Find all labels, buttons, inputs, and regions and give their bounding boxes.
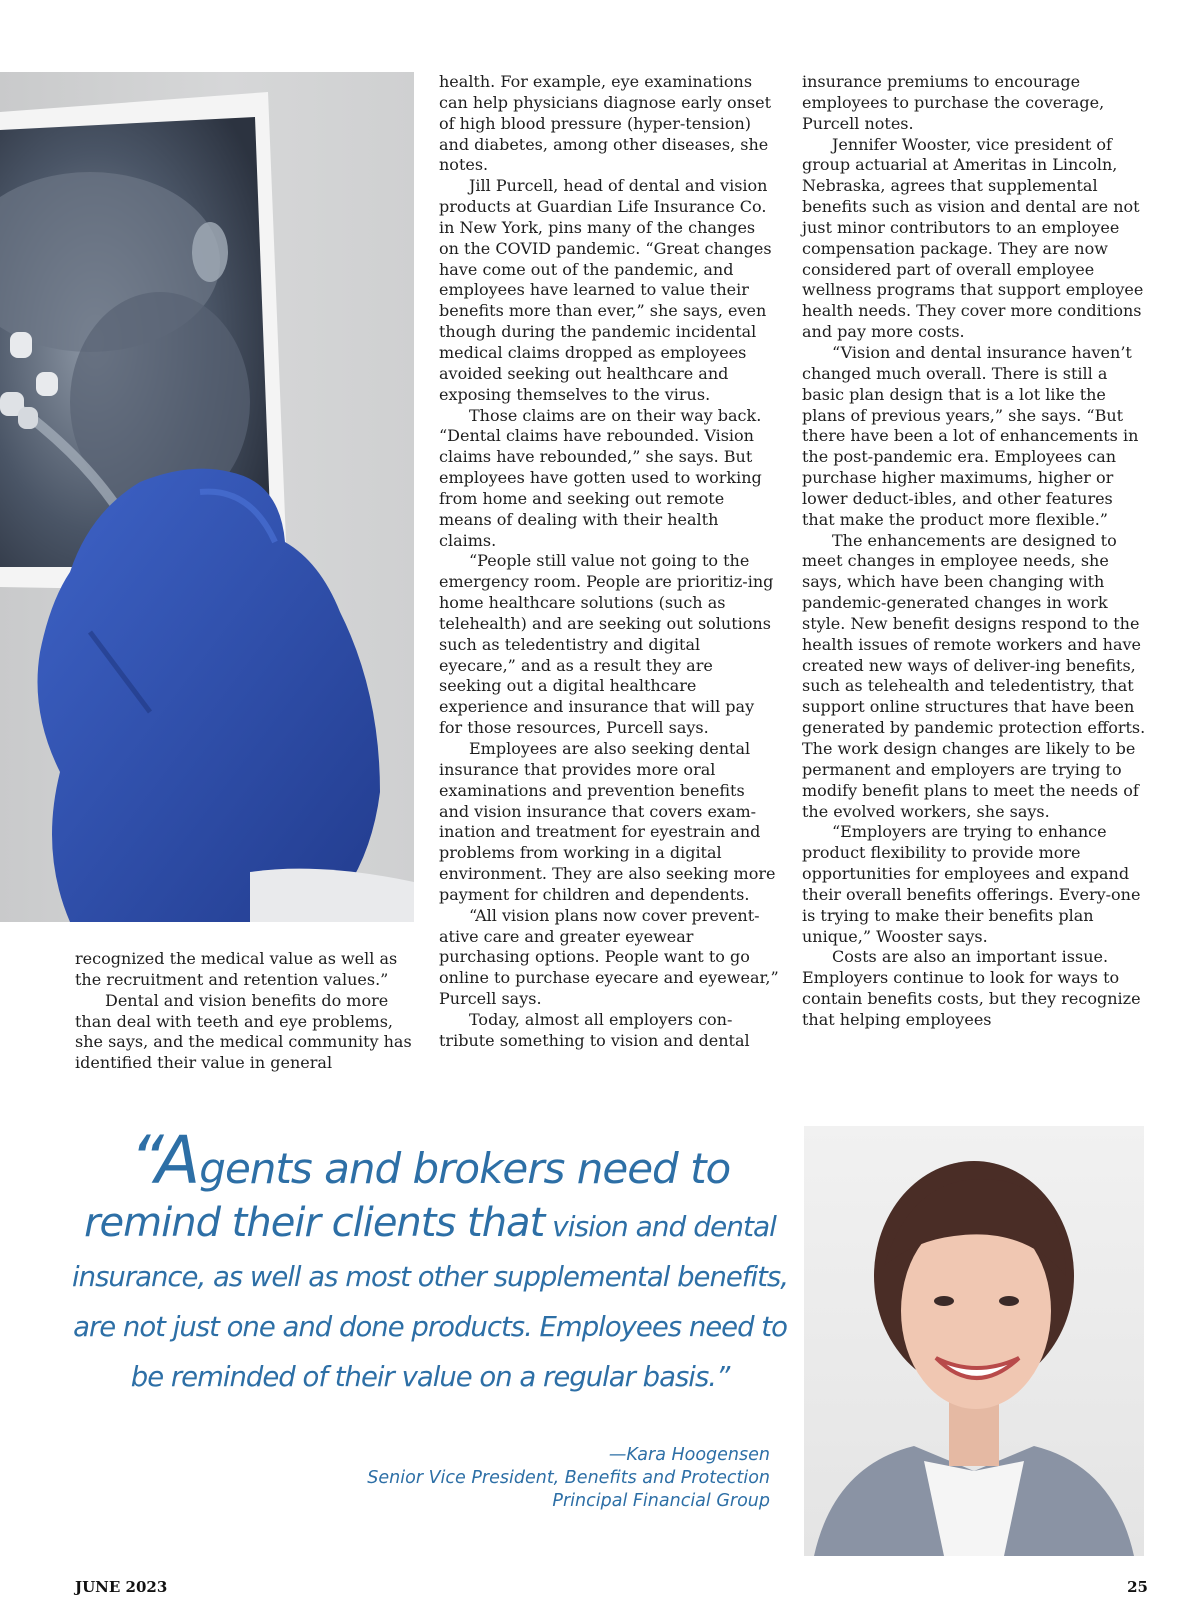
paragraph: Jill Purcell, head of dental and vision products at Guardian Life Insurance Co. in New York, pins many of the changes on the COVID pandemic. “Great changes have come out of the pandemic, and employees have learned to value their benefits more than ever,” she says, even though during the pandemic incidental medical claims dropped as employees avoided seeking out healthcare and exposing themselves to the virus. — [439, 176, 772, 404]
paragraph: The enhancements are designed to meet changes in employee needs, she says, which have been changing with pandemic-generated changes in work style. New benefit designs respond to the health issues of remote workers and have created new ways of deliver-ing benefits, such as telehealth and teledentistry, that support online structures that have been generated by pandemic protection efforts. The work design changes are likely to be permanent and employers are trying to modify benefit plans to meet the needs of the evolved workers, she says. — [802, 530, 1146, 821]
portrait-photo — [804, 1126, 1144, 1556]
paragraph: Jennifer Wooster, vice president of group actuarial at Ameritas in Lincoln, Nebraska, agrees that supplemental benefits such as vision and dental are not just minor contributors to an employee compensation package. They are now considered part of overall employee wellness programs that support employee health needs. They cover more conditions and pay more costs. — [802, 134, 1144, 342]
paragraph: health. For example, eye examinations can help physicians diagnose early onset of high blood pressure (hyper-tension) and diabetes, among other diseases, she notes. — [439, 72, 772, 175]
article-column-3 — [802, 72, 1146, 1031]
issue-date: JUNE 2023 — [75, 1578, 168, 1596]
paragraph: Those claims are on their way back. “Dental claims have rebounded. Vision claims have rebounded,” she says. But employees have gotten used to working from home and seeking out remote means of dealing with their health claims. — [439, 405, 762, 550]
quote-line: are not just one and done products. Employees need to — [73, 1311, 787, 1343]
attribution-name: —Kara Hoogensen — [608, 1445, 770, 1465]
paragraph: recognized the medical value as well as the recruitment and retention values.” — [75, 949, 398, 989]
paragraph: “All vision plans now cover prevent-ative care and greater eyewear purchasing options. People want to go online to purchase eyecare and eyewear,” Purcell says. — [439, 905, 779, 1009]
article-column-2 — [439, 72, 779, 1052]
paragraph: Employees are also seeking dental insurance that provides more oral examinations and prevention benefits and vision insurance that covers exam-ination and treatment for eyestrain and problems from working in a digital environment. They are also seeking more payment for children and dependents. — [439, 739, 776, 904]
xray-illustration — [0, 72, 414, 922]
portrait-illustration — [804, 1126, 1144, 1556]
page-number: 25 — [1127, 1578, 1148, 1596]
pull-quote — [70, 1122, 790, 1402]
paragraph: Dental and vision benefits do more than deal with teeth and eye problems, she says, and the medical community has identified their value in general — [75, 990, 412, 1073]
quote-attribution — [367, 1444, 770, 1513]
paragraph: insurance premiums to encourage employees to purchase the coverage, Purcell notes. — [802, 72, 1105, 133]
attribution-company: Principal Financial Group — [552, 1491, 770, 1511]
dental-xray-photo — [0, 72, 414, 922]
paragraph: “People still value not going to the emergency room. People are prioritiz-ing home healthcare solutions (such as telehealth) and are seeking out solutions such as teledentistry and digital eyecare,” and as a result they are seeking out a digital healthcare experience and insurance that will pay for those resources, Purcell says. — [439, 551, 774, 738]
paragraph: “Vision and dental insurance haven’t changed much overall. There is still a basic plan design that is a lot like the plans of previous years,” she says. “But there have been a lot of enhancements in the post-pandemic era. Employees can purchase higher maximums, higher or lower deduct-ibles, and other features that make the product more flexible.” — [802, 342, 1139, 529]
quote-line: vision and dental — [544, 1210, 776, 1243]
quote-open: “A — [129, 1122, 200, 1199]
paragraph: Costs are also an important issue. Employers continue to look for ways to contain benefits costs, but they recognize that helping employees — [802, 947, 1141, 1029]
quote-line: insurance, as well as most other supplemental benefits, — [72, 1261, 788, 1293]
quote-line: be reminded of their value on a regular basis.” — [130, 1361, 730, 1393]
quote-line: remind their clients that — [84, 1200, 545, 1246]
quote-line: gents and brokers need to — [199, 1144, 731, 1193]
attribution-title: Senior Vice President, Benefits and Protection — [367, 1468, 770, 1488]
paragraph: Today, almost all employers con-tribute something to vision and dental — [439, 1009, 750, 1050]
paragraph: “Employers are trying to enhance product flexibility to provide more opportunities for employees and expand their overall benefits offerings. Every-one is trying to make their benefits plan unique,” Wooster says. — [802, 822, 1141, 946]
article-column-1 — [75, 949, 415, 1074]
